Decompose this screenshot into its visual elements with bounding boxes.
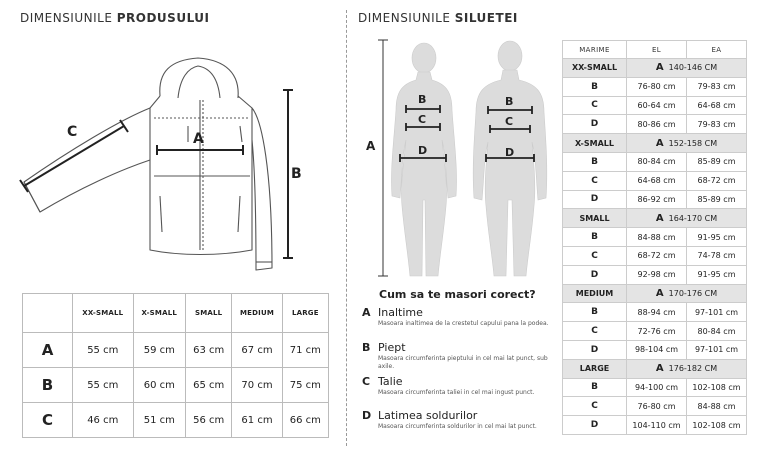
size-cell: 104-110 cm bbox=[627, 416, 687, 435]
jacket-label-c: C bbox=[67, 124, 78, 140]
size-table-row bbox=[563, 303, 747, 322]
silhouette-heading-prefix: DIMENSIUNILE bbox=[358, 11, 455, 25]
size-table-row bbox=[563, 322, 747, 341]
silhouette-label-height: A bbox=[366, 139, 376, 153]
measure-name: Talie bbox=[378, 375, 403, 388]
male-label-c: C bbox=[505, 115, 514, 128]
male-label-b: B bbox=[505, 95, 514, 108]
size-row-label: C bbox=[563, 322, 627, 341]
size-section-range bbox=[627, 59, 747, 78]
size-cell: 60-64 cm bbox=[627, 96, 687, 115]
size-section-name: LARGE bbox=[563, 359, 627, 378]
silhouette-heading-bold: SILUETEI bbox=[454, 11, 518, 25]
measure-name: Piept bbox=[378, 341, 406, 354]
size-cell: 86-92 cm bbox=[627, 190, 687, 209]
size-cell: 91-95 cm bbox=[687, 228, 747, 247]
product-cell: 66 cm bbox=[282, 403, 328, 438]
size-section-name: SMALL bbox=[563, 209, 627, 228]
product-table-col-header: MEDIUM bbox=[232, 294, 282, 333]
size-cell: 68-72 cm bbox=[687, 171, 747, 190]
size-table-row bbox=[563, 397, 747, 416]
size-section-letter: A bbox=[655, 62, 664, 74]
section-divider bbox=[346, 10, 347, 446]
size-table-header: EA bbox=[687, 41, 747, 59]
size-section-range bbox=[627, 359, 747, 378]
female-label-c: C bbox=[418, 113, 427, 126]
product-table-row bbox=[23, 333, 329, 368]
size-cell: 76-80 cm bbox=[627, 77, 687, 96]
size-section-letter: A bbox=[655, 137, 664, 149]
size-cell: 92-98 cm bbox=[627, 265, 687, 284]
size-section-range-text: 152-158 CM bbox=[668, 138, 718, 148]
size-section-letter: A bbox=[655, 212, 664, 224]
product-table-corner bbox=[23, 294, 73, 333]
size-row-label: D bbox=[563, 115, 627, 134]
size-cell: 97-101 cm bbox=[687, 340, 747, 359]
size-cell: 91-95 cm bbox=[687, 265, 747, 284]
female-label-d: D bbox=[418, 144, 428, 157]
size-section-range-text: 176-182 CM bbox=[668, 364, 718, 374]
size-table-row bbox=[563, 416, 747, 435]
product-cell: 59 cm bbox=[133, 333, 186, 368]
size-cell: 102-108 cm bbox=[687, 416, 747, 435]
size-section-range bbox=[627, 284, 747, 303]
size-cell: 74-78 cm bbox=[687, 246, 747, 265]
size-section-range-text: 164-170 CM bbox=[668, 213, 718, 223]
product-dimensions-heading bbox=[20, 11, 210, 25]
product-cell: 65 cm bbox=[186, 368, 232, 403]
size-row-label: D bbox=[563, 265, 627, 284]
size-row-label: D bbox=[563, 190, 627, 209]
silhouette-illustration bbox=[355, 36, 555, 280]
size-section-range-text: 140-146 CM bbox=[668, 63, 718, 73]
measure-desc: Masoara circumferinta soldurilor in cel mai lat punct. bbox=[378, 423, 537, 430]
jacket-label-b: B bbox=[291, 166, 302, 182]
size-row-label: B bbox=[563, 378, 627, 397]
size-row-label: C bbox=[563, 96, 627, 115]
size-cell: 76-80 cm bbox=[627, 397, 687, 416]
product-row-label: C bbox=[23, 403, 73, 438]
product-heading-prefix: DIMENSIUNILE bbox=[20, 11, 117, 25]
measure-desc: Masoara circumferinta pieptului in cel mai lat punct, sub axile. bbox=[378, 355, 548, 370]
product-table-col-header: LARGE bbox=[282, 294, 328, 333]
silhouette-size-table bbox=[562, 40, 747, 435]
size-row-label: C bbox=[563, 397, 627, 416]
size-cell: 84-88 cm bbox=[627, 228, 687, 247]
size-table-row bbox=[563, 378, 747, 397]
size-cell: 102-108 cm bbox=[687, 378, 747, 397]
size-section-row bbox=[563, 209, 747, 228]
size-cell: 80-86 cm bbox=[627, 115, 687, 134]
size-cell: 64-68 cm bbox=[687, 96, 747, 115]
size-section-name: MEDIUM bbox=[563, 284, 627, 303]
size-row-label: C bbox=[563, 171, 627, 190]
product-table-row bbox=[23, 368, 329, 403]
size-table-row bbox=[563, 246, 747, 265]
size-table-row bbox=[563, 190, 747, 209]
product-row-label: A bbox=[23, 333, 73, 368]
measure-letter: B bbox=[362, 341, 371, 354]
size-cell: 88-94 cm bbox=[627, 303, 687, 322]
size-cell: 79-83 cm bbox=[687, 77, 747, 96]
product-cell: 67 cm bbox=[232, 333, 282, 368]
silhouette-dimensions-heading bbox=[358, 11, 518, 25]
product-cell: 70 cm bbox=[232, 368, 282, 403]
product-cell: 51 cm bbox=[133, 403, 186, 438]
size-cell: 79-83 cm bbox=[687, 115, 747, 134]
product-table-col-header: XX-SMALL bbox=[73, 294, 134, 333]
product-cell: 55 cm bbox=[73, 333, 134, 368]
product-cell: 75 cm bbox=[282, 368, 328, 403]
size-row-label: B bbox=[563, 152, 627, 171]
product-row-label: B bbox=[23, 368, 73, 403]
how-to-measure-title: Cum sa te masori corect? bbox=[379, 288, 536, 301]
measure-desc: Masoara inaltimea de la crestetul capului pana la podea. bbox=[378, 320, 549, 327]
size-cell: 94-100 cm bbox=[627, 378, 687, 397]
product-cell: 71 cm bbox=[282, 333, 328, 368]
product-cell: 63 cm bbox=[186, 333, 232, 368]
size-table-header: EL bbox=[627, 41, 687, 59]
product-cell: 55 cm bbox=[73, 368, 134, 403]
measure-letter: D bbox=[362, 409, 372, 422]
size-row-label: B bbox=[563, 228, 627, 247]
measure-letter: A bbox=[362, 306, 371, 319]
size-section-row bbox=[563, 284, 747, 303]
product-cell: 60 cm bbox=[133, 368, 186, 403]
size-cell: 98-104 cm bbox=[627, 340, 687, 359]
product-table-col-header: SMALL bbox=[186, 294, 232, 333]
size-section-range bbox=[627, 209, 747, 228]
measure-name: Latimea soldurilor bbox=[378, 409, 478, 422]
size-section-letter: A bbox=[655, 287, 664, 299]
size-cell: 84-88 cm bbox=[687, 397, 747, 416]
size-table-row bbox=[563, 96, 747, 115]
size-table-row bbox=[563, 265, 747, 284]
size-table-header-row bbox=[563, 41, 747, 59]
size-table-row bbox=[563, 171, 747, 190]
size-table-header: MARIME bbox=[563, 41, 627, 59]
jacket-label-a: A bbox=[193, 131, 204, 147]
product-size-table bbox=[22, 293, 329, 438]
product-table-col-header: X-SMALL bbox=[133, 294, 186, 333]
size-cell: 64-68 cm bbox=[627, 171, 687, 190]
size-row-label: D bbox=[563, 416, 627, 435]
size-row-label: D bbox=[563, 340, 627, 359]
size-cell: 97-101 cm bbox=[687, 303, 747, 322]
jacket-illustration bbox=[0, 40, 340, 280]
size-cell: 80-84 cm bbox=[687, 322, 747, 341]
size-cell: 68-72 cm bbox=[627, 246, 687, 265]
measure-letter: C bbox=[362, 375, 371, 388]
size-table-row bbox=[563, 152, 747, 171]
size-section-range bbox=[627, 134, 747, 153]
size-section-row bbox=[563, 359, 747, 378]
size-row-label: B bbox=[563, 77, 627, 96]
size-cell: 80-84 cm bbox=[627, 152, 687, 171]
size-section-range-text: 170-176 CM bbox=[668, 288, 718, 298]
measure-desc: Masoara circumferinta taliei in cel mai ingust punct. bbox=[378, 389, 535, 396]
size-cell: 72-76 cm bbox=[627, 322, 687, 341]
size-table-row bbox=[563, 115, 747, 134]
size-cell: 85-89 cm bbox=[687, 152, 747, 171]
product-table-header-row bbox=[23, 294, 329, 333]
size-table-row bbox=[563, 228, 747, 247]
product-table-row bbox=[23, 403, 329, 438]
product-cell: 46 cm bbox=[73, 403, 134, 438]
male-label-d: D bbox=[505, 146, 515, 159]
size-section-row bbox=[563, 134, 747, 153]
size-table-row bbox=[563, 77, 747, 96]
female-label-b: B bbox=[418, 93, 427, 106]
size-section-name: XX-SMALL bbox=[563, 59, 627, 78]
size-cell: 85-89 cm bbox=[687, 190, 747, 209]
measure-name: Inaltime bbox=[378, 306, 423, 319]
size-section-row bbox=[563, 59, 747, 78]
size-row-label: C bbox=[563, 246, 627, 265]
size-section-name: X-SMALL bbox=[563, 134, 627, 153]
product-heading-bold: PRODUSULUI bbox=[116, 11, 210, 25]
size-table-row bbox=[563, 340, 747, 359]
product-cell: 56 cm bbox=[186, 403, 232, 438]
product-cell: 61 cm bbox=[232, 403, 282, 438]
size-section-letter: A bbox=[655, 363, 664, 375]
size-row-label: B bbox=[563, 303, 627, 322]
